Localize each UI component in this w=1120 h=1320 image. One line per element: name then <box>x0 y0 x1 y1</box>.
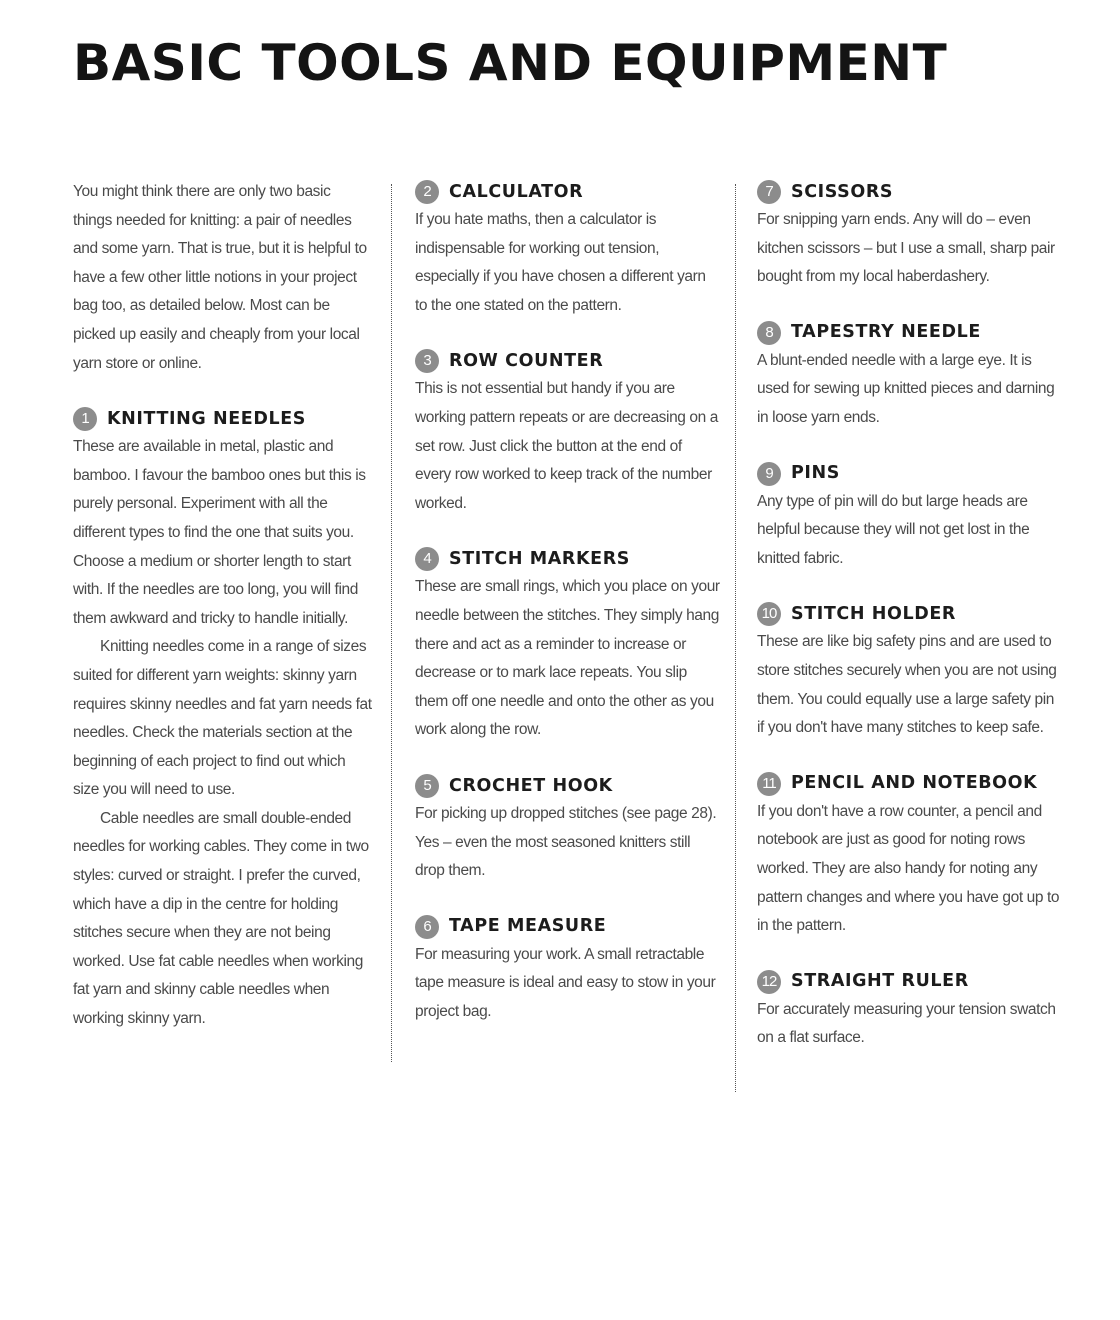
section-tape-measure <box>415 913 720 1027</box>
number-badge: 8 <box>757 321 781 345</box>
section-paragraph: A blunt-ended needle with a large eye. It is used for sewing up knitted pieces and darning in loose yarn ends. <box>757 351 1055 426</box>
section-title: STRAIGHT RULER <box>791 971 969 992</box>
section-paragraph: These are like big safety pins and are used to store stitches securely when you are not using them. You could equally use a large safety pin if you don't have many stitches to keep safe. <box>757 633 1057 737</box>
section-heading <box>757 600 1062 628</box>
column-3 <box>757 178 1062 1053</box>
section-paragraph: For picking up dropped stitches (see page 28). Yes – even the most seasoned knitters still drop them. <box>415 804 717 880</box>
number-badge: 6 <box>415 915 439 939</box>
section-paragraph: If you don't have a row counter, a pencil and notebook are just as good for noting rows worked. They are also handy for noting any pattern changes and where you have got up to in the pattern. <box>757 802 1060 935</box>
section-paragraph: For measuring your work. A small retractable tape measure is ideal and easy to stow in your project bag. <box>415 945 716 1020</box>
section-title: KNITTING NEEDLES <box>107 408 306 429</box>
section-paragraph: These are small rings, which you place on your needle between the stitches. They simply hang there and act as a reminder to increase or decrease or to mark lace repeats. You slip them off one needle and onto the other as you work along the row. <box>415 578 720 739</box>
section-title: SCISSORS <box>791 181 894 202</box>
section-title: STITCH MARKERS <box>449 549 630 570</box>
number-badge: 10 <box>757 602 781 626</box>
section-paragraph: For snipping yarn ends. Any will do – even kitchen scissors – but I use a small, sharp pair bought from my local haberdashery. <box>757 211 1055 286</box>
intro-paragraph: You might think there are only two basic things needed for knitting: a pair of needles and some yarn. That is true, but it is helpful to have a few other little notions in your project bag too, as detailed below. Most can be picked up easily and cheaply from your local yarn store or online. <box>73 183 367 372</box>
section-paragraph: Knitting needles come in a range of sizes suited for different yarn weights: skinny yarn requires skinny needles and fat yarn needs fat needles. Check the materials section at the beginning of each project to find out which size you will need to use. <box>73 638 372 799</box>
section-heading <box>757 319 1062 347</box>
section-heading <box>73 405 373 433</box>
number-badge: 5 <box>415 774 439 798</box>
column-divider <box>735 184 736 1092</box>
section-heading <box>415 545 720 573</box>
section-heading <box>757 178 1062 206</box>
section-tapestry-needle <box>757 319 1062 433</box>
section-pencil-and-notebook <box>757 770 1062 941</box>
section-heading <box>757 460 1062 488</box>
section-title: TAPESTRY NEEDLE <box>791 322 981 343</box>
section-knitting-needles <box>73 405 373 1033</box>
page-title: BASIC TOOLS AND EQUIPMENT <box>73 34 948 92</box>
section-crochet-hook <box>415 772 720 886</box>
column-2 <box>415 178 720 1026</box>
number-badge: 1 <box>73 407 97 431</box>
number-badge: 4 <box>415 547 439 571</box>
section-heading <box>415 178 720 206</box>
section-stitch-markers <box>415 545 720 745</box>
section-calculator <box>415 178 720 320</box>
section-paragraph: Cable needles are small double-ended needles for working cables. They come in two styles: curved or straight. I prefer the curved, which have a dip in the centre for holding stitches secure when they are not being worked. Use fat cable needles when working fat yarn and skinny cable needles when working skinny yarn. <box>73 809 369 1028</box>
section-paragraph: This is not essential but handy if you are working pattern repeats or are decreasing on a set row. Just click the button at the end of every row worked to keep track of the number worked. <box>415 380 718 512</box>
section-title: TAPE MEASURE <box>449 916 607 937</box>
section-straight-ruler <box>757 968 1062 1053</box>
number-badge: 3 <box>415 349 439 373</box>
column-divider <box>391 184 392 1062</box>
number-badge: 12 <box>757 970 781 994</box>
section-title: STITCH HOLDER <box>791 604 957 625</box>
column-1 <box>73 178 373 1034</box>
section-title: CALCULATOR <box>449 181 584 202</box>
number-badge: 7 <box>757 180 781 204</box>
section-scissors <box>757 178 1062 292</box>
section-title: PENCIL AND NOTEBOOK <box>791 773 1038 794</box>
section-title: PINS <box>791 463 840 484</box>
section-heading <box>757 770 1062 798</box>
section-stitch-holder <box>757 600 1062 742</box>
section-title: CROCHET HOOK <box>449 775 613 796</box>
section-paragraph: If you hate maths, then a calculator is indispensable for working out tension, especially if you have chosen a different yarn to the one stated on the pattern. <box>415 211 706 314</box>
section-row-counter <box>415 347 720 518</box>
section-paragraph: For accurately measuring your tension swatch on a flat surface. <box>757 1000 1056 1047</box>
section-paragraph: These are available in metal, plastic and bamboo. I favour the bamboo ones but this is purely personal. Experiment with all the different types to find the one that suits you. Choose a medium or shorter length to start with. If the needles are too long, you will find them awkward and tricky to handle initially. <box>73 438 366 627</box>
number-badge: 11 <box>757 772 781 796</box>
section-heading <box>415 913 720 941</box>
section-heading <box>415 772 720 800</box>
section-heading <box>415 347 720 375</box>
number-badge: 2 <box>415 180 439 204</box>
section-paragraph: Any type of pin will do but large heads are helpful because they will not get lost in the knitted fabric. <box>757 492 1030 567</box>
section-pins <box>757 460 1062 574</box>
number-badge: 9 <box>757 462 781 486</box>
section-title: ROW COUNTER <box>449 351 604 372</box>
section-heading <box>757 968 1062 996</box>
